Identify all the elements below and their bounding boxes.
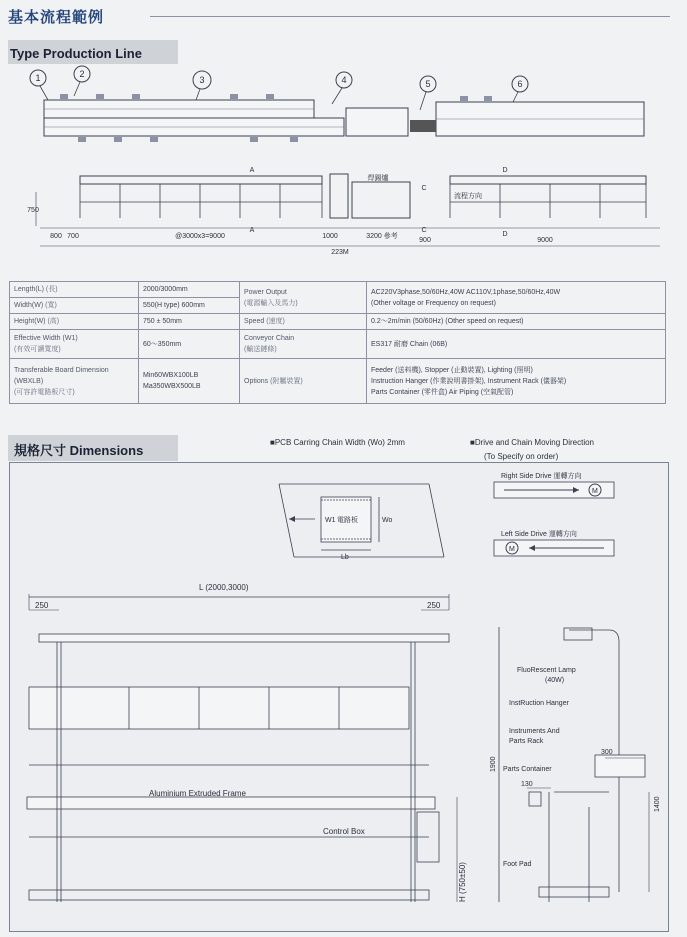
dim-1000: 1000 <box>322 233 338 240</box>
section-d-top: D <box>502 167 508 174</box>
length-label: L (2000,3000) <box>199 583 249 592</box>
spec-chain-value: ES317 耐磨 Chain (06B) <box>367 330 666 359</box>
oven-label: 焊錫爐 <box>367 175 389 182</box>
dim-900: 900 <box>419 237 431 244</box>
transfer-unit <box>410 120 436 132</box>
right-drive-label: Right Side Drive 運轉方向 <box>501 473 582 480</box>
spec-length-cn: (長) <box>45 286 58 293</box>
callout-6: 6 <box>517 79 523 89</box>
motor-right: M <box>592 488 598 495</box>
dim-250-right: 250 <box>427 601 441 610</box>
h-label: H (750±50) <box>458 862 467 902</box>
instruments-label: Instruments And <box>509 728 560 735</box>
spec-width-value: 550(H type) 600mm <box>139 298 240 314</box>
spec-board-cn: (可容許電路板尺寸) <box>14 388 75 396</box>
spec-length-value: 2000/3000mm <box>139 282 240 298</box>
drive-note: ■Drive and Chain Moving Direction <box>470 438 594 447</box>
spec-height-label: Height(W) <box>14 318 46 325</box>
pcb-wo: Wo <box>382 517 393 524</box>
spec-options-value2: Instruction Hanger (作業說明書掛架), Instrument Rack (儀器架) <box>371 377 567 385</box>
dim-1400: 1400 <box>654 796 661 812</box>
motor-left: M <box>509 546 515 553</box>
callout-3: 3 <box>199 75 205 85</box>
pcb-label: 電路板 <box>337 517 358 524</box>
spec-eff-width-value: 60～350mm <box>139 330 240 359</box>
page-title-cn: 基本流程範例 <box>8 9 105 26</box>
dim-total: 223M <box>331 249 349 256</box>
callout-2: 2 <box>79 69 85 79</box>
dim-700: 700 <box>67 233 79 240</box>
dim-800: 800 <box>50 233 62 240</box>
pcb-note: ■PCB Carring Chain Width (Wo) 2mm <box>270 438 405 447</box>
spec-height-value: 750 ± 50mm <box>139 314 240 330</box>
frame-label: Aluminium Extruded Frame <box>149 789 246 798</box>
left-drive-label: Left Side Drive 運轉方向 <box>501 531 577 538</box>
lamp-watt: (40W) <box>545 677 565 684</box>
spec-power-label: Power Output <box>244 288 287 296</box>
dim-1900: 1900 <box>490 756 497 772</box>
spec-speed-label: Speed <box>244 318 265 325</box>
dim-300: 300 <box>601 749 613 756</box>
flow-label: 流程方向 <box>454 193 482 200</box>
dimensions-drawing <box>9 462 667 930</box>
section-d-bottom: D <box>502 231 508 238</box>
spec-eff-width-label: Effective Width (W1) <box>14 335 78 342</box>
spec-table <box>9 281 666 404</box>
dim-9000: 9000 <box>537 237 553 244</box>
callout-4: 4 <box>341 75 347 85</box>
spec-board-label: Transferable Board Dimension (WBXLB) <box>14 366 109 385</box>
page-title-en: Type Production Line <box>10 46 142 61</box>
spec-board-value: Min60WBX100LB Ma350WBX500LB <box>139 359 240 404</box>
spec-power-value: AC220V3phase,50/60Hz,40W AC110V,1phase,50/60Hz,40W <box>371 288 561 296</box>
dim-height: 750 <box>27 207 39 214</box>
spec-speed-cn: (速度) <box>266 318 285 325</box>
spec-power-cn: (電源輸入及馬力) <box>244 299 298 307</box>
lamp-label: FluoRescent Lamp <box>517 667 576 674</box>
spec-height-cn: (高) <box>47 318 60 325</box>
dim-span: @3000x3=9000 <box>175 233 225 240</box>
spec-power-value2: (Other voltage or Frequency on request) <box>371 299 496 307</box>
pcb-w1: W1 <box>325 517 336 524</box>
section-a-bottom: A <box>249 227 255 234</box>
spec-speed-value: 0.2～2m/min (50/60Hz) (Other speed on request) <box>367 314 666 330</box>
dim-130: 130 <box>521 781 533 788</box>
section-c-bottom: C <box>421 227 427 234</box>
callout-5: 5 <box>425 79 431 89</box>
parts-rack-label: Parts Rack <box>509 738 544 745</box>
foot-pad-label: Foot Pad <box>503 861 532 868</box>
pcb-lb: Lb <box>341 554 349 561</box>
spec-options-value: Feeder (送料機), Stopper (止動裝置), Lighting (照明) <box>371 366 533 374</box>
callout-1: 1 <box>35 73 41 83</box>
control-box-label: Control Box <box>323 827 365 836</box>
title-rule <box>150 16 670 17</box>
drive-note-2: (To Specify on order) <box>484 452 559 461</box>
spec-options-cn: (附屬裝置) <box>270 377 303 385</box>
dim-250-left: 250 <box>35 601 49 610</box>
spec-options-label: Options <box>244 377 269 385</box>
spec-width-label: Width(W) <box>14 302 44 309</box>
spec-width-cn: (寬) <box>45 302 57 309</box>
parts-container-label: Parts Container <box>503 766 552 773</box>
production-line-drawing <box>0 62 687 277</box>
section-c-top: C <box>421 185 427 192</box>
dimensions-title: 規格尺寸 Dimensions <box>14 443 144 458</box>
spec-length-label: Length(L) <box>14 286 44 293</box>
spec-chain-cn: (輸送鏈條) <box>244 346 277 353</box>
spec-eff-width-cn: (有效可讀寬度) <box>14 346 61 353</box>
spec-options-value3: Parts Container (零件盒) Air Piping (空氣配管) <box>371 388 514 396</box>
spec-chain-label: Conveyor Chain <box>244 335 295 342</box>
dim-oven: 3200 參考 <box>366 233 398 240</box>
section-a-top: A <box>249 167 255 174</box>
hanger-label: InstRuction Hanger <box>509 700 569 707</box>
